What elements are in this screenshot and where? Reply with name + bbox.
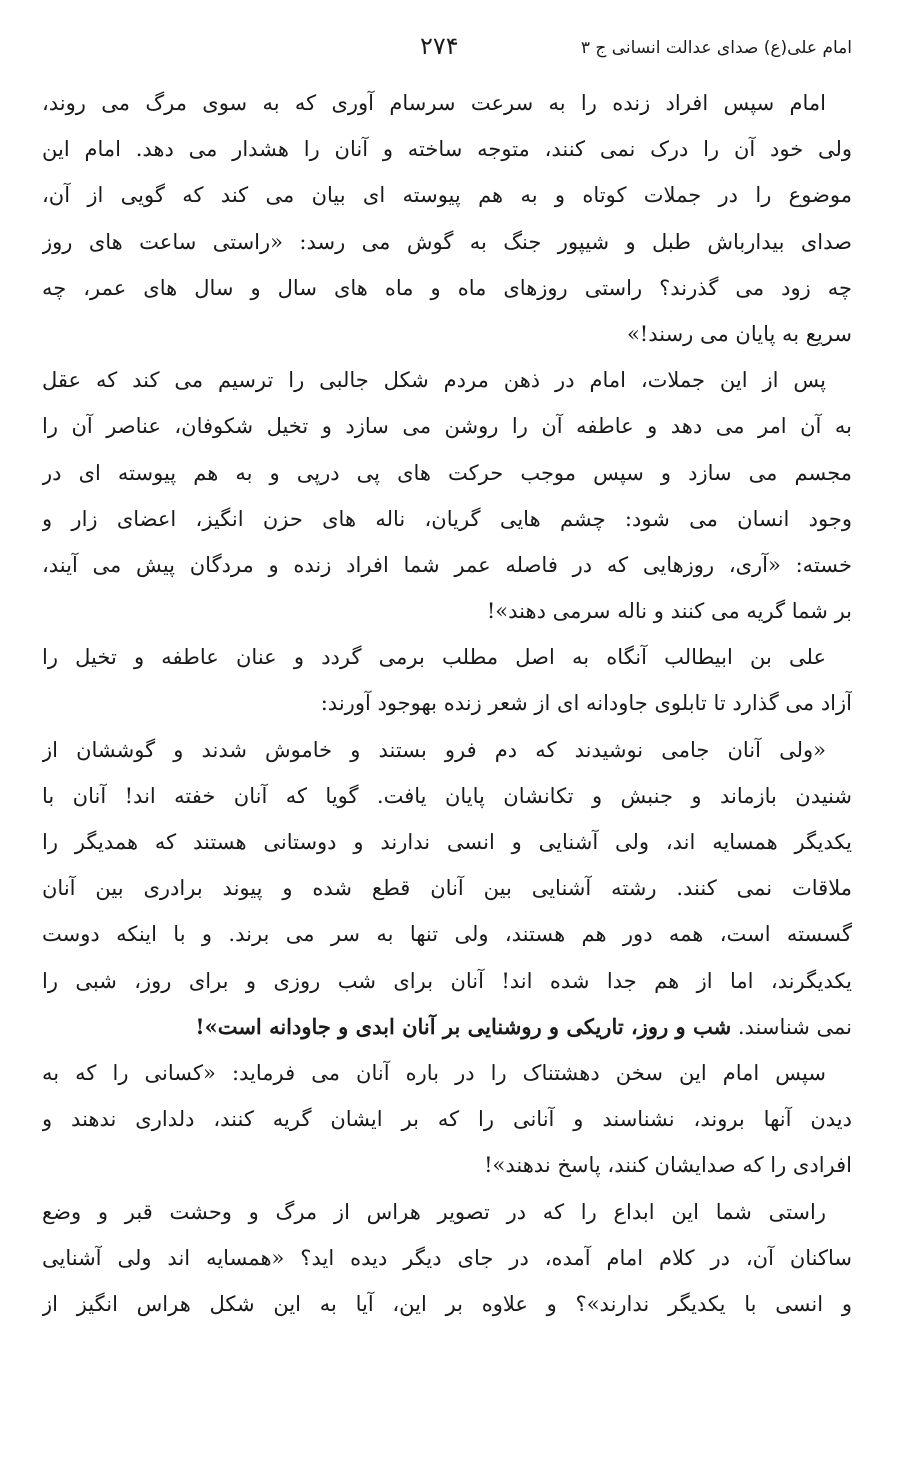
text-line: افرادی را که صدایشان کنند، پاسخ ندهند»! <box>484 1153 852 1178</box>
text-line: آزاد می گذارد تا تابلوی جاودانه ای از شعر زنده بهوجود آورند: <box>320 691 852 716</box>
text-line: بر شما گریه می کنند و ناله سرمی دهند»! <box>486 599 852 624</box>
text-line: به آن امر می دهد و عاطفه آن را روشن می سازد و تخیل شکوفان، عناصر آن را <box>42 414 852 439</box>
text-line: وجود انسان می شود: چشم هایی گریان، ناله های حزن انگیز، اعضای زار و <box>42 506 852 531</box>
text-line: شنیدن بازماند و جنبش و تکانشان پایان یافت. گویا که آنان خفته اند! آنان با <box>42 783 852 808</box>
text-line: یکدیگر همسایه اند، ولی آشنایی و انسی ندارند و دوستانی هستند که همدیگر را <box>42 830 852 854</box>
page-header <box>40 32 852 72</box>
text-line: مجسم می سازد و سپس موجب حرکت های پی درپی و به هم پیوسته ای در <box>42 460 852 485</box>
text-line: «ولی آنان جامی نوشیدند که دم فرو بستند و خاموش شدند و گوششان از <box>42 737 826 762</box>
text-segment: نمی شناسند. <box>731 1014 852 1039</box>
text-line: گسسته است، همه دور هم هستند، ولی تنها به سر می برند. و با اینکه دوست <box>42 922 852 947</box>
text-line: سپس امام این سخن دهشتناک را در باره آنان می فرماید: «کسانی را که به <box>42 1060 826 1085</box>
text-line: ملاقات نمی کنند. رشته آشنایی بین آنان قطع شده و پیوند برادری بین آنان <box>42 876 852 901</box>
bold-text-segment: شب و روز، تاریکی و روشنایی بر آنان ابدی و جاودانه است»! <box>195 1013 732 1039</box>
running-title: امام علی(ع) صدای عدالت انسانی ج ۳ <box>580 38 852 58</box>
text-line: سریع به پایان می رسند!» <box>626 321 852 346</box>
text-line: ساکنان آن، در کلام امام آمده، در جای دیگر دیده اید؟ «همسایه اند ولی آشنایی <box>42 1245 852 1270</box>
text-line: موضوع را در جملات کوتاه و به هم پیوسته ای بیان می کند که گویی از آن، <box>42 183 852 208</box>
text-line: علی بن ابیطالب آنگاه به اصل مطلب برمی گردد و عنان عاطفه و تخیل را <box>42 645 826 670</box>
text-line: خسته: «آری، روزهایی که در فاصله عمر شما افراد زنده و مردگان پیش می آیند، <box>42 552 852 577</box>
text-line: صدای بیدارباش طبل و شیپور جنگ به گوش می رسد: «راستی ساعت های روز <box>42 229 852 254</box>
page-number: ۲۷۴ <box>420 32 459 60</box>
text-line: امام سپس افراد زنده را به سرعت سرسام آوری که به سوی مرگ می روند، <box>42 91 826 115</box>
text-line: یکدیگرند، اما از هم جدا شده اند! آنان برای شب روزی و برای روز، شبی را <box>42 968 852 993</box>
text-line: و انسی با یکدیگر ندارند»؟ و علاوه بر این، آیا به این شکل هراس انگیز از <box>42 1291 852 1316</box>
body-text <box>42 80 852 1327</box>
text-line: دیدن آنها بروند، نشناسند و آنانی را که بر ایشان گریه کنند، دلداری ندهند و <box>42 1107 852 1132</box>
text-line: ولی خود آن را درک نمی کنند، متوجه ساخته و آنان را هشدار می دهد. امام این <box>42 137 852 162</box>
text-line: پس از این جملات، امام در ذهن مردم شکل جالبی را ترسیم می کند که عقل <box>42 368 826 393</box>
text-line: چه زود می گذرند؟ راستی روزهای ماه و ماه های سال و سال های عمر، چه <box>42 275 852 300</box>
text-line: راستی شما این ابداع را که در تصویر هراس از مرگ و وحشت قبر و وضع <box>42 1199 826 1224</box>
text-line-with-bold <box>42 1004 852 1050</box>
